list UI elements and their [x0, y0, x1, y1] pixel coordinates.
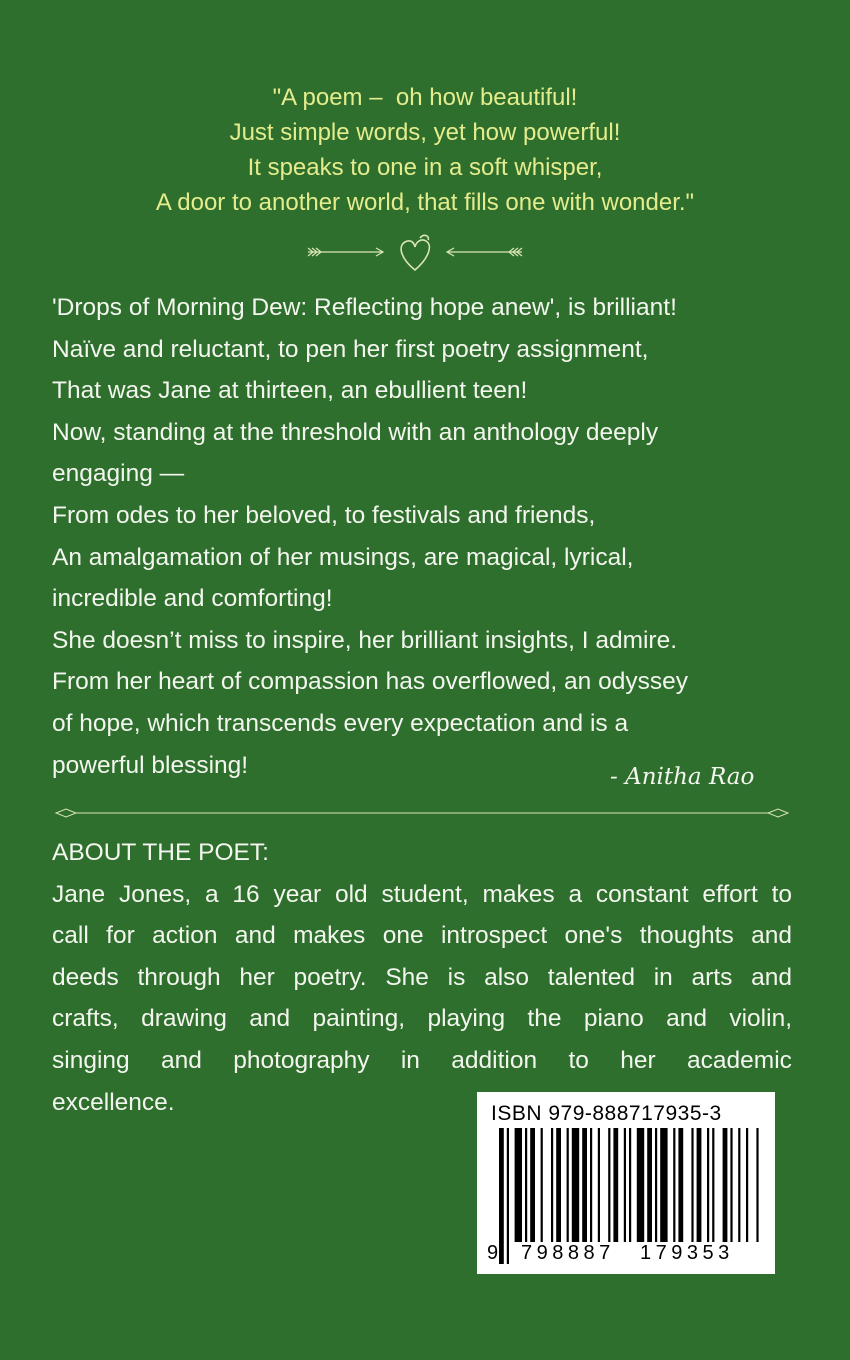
opening-quote: [0, 80, 850, 220]
about-word: in: [400, 1046, 420, 1074]
about-word: makes: [293, 922, 366, 950]
barcode-right-digits: 179353: [640, 1242, 734, 1268]
blurb-line: She doesn’t miss to inspire, her brilliant insights, I admire.: [52, 626, 678, 654]
about-word: through: [137, 963, 221, 991]
about-word: She: [385, 963, 429, 991]
about-line: [52, 915, 792, 957]
about-word: her: [239, 963, 275, 991]
about-word: a: [568, 880, 583, 908]
about-word: academic: [687, 1046, 792, 1074]
about-word: one: [382, 922, 424, 950]
quote-line: It speaks to one in a soft whisper,: [247, 154, 603, 181]
about-word: year: [273, 880, 322, 908]
barcode-bar: [525, 1128, 527, 1242]
blurb-line: Now, standing at the threshold with an anthology deeply: [52, 418, 659, 446]
barcode-bar: [624, 1128, 626, 1242]
heart-icon: [401, 235, 429, 270]
barcode-bar: [629, 1128, 631, 1242]
about-word: 16: [232, 880, 260, 908]
about-word: action: [152, 922, 218, 950]
barcode-left-digits: 798887: [521, 1242, 615, 1268]
about-word: crafts,: [52, 1005, 119, 1033]
about-line: [52, 1040, 792, 1082]
about-word: addition: [451, 1046, 538, 1074]
barcode-bar: [655, 1128, 657, 1242]
barcode-bar: [712, 1128, 714, 1242]
barcode-bar: [697, 1128, 702, 1242]
about-word: poetry.: [293, 963, 367, 991]
endorsement-text: [52, 287, 792, 786]
barcode-bar: [707, 1128, 709, 1242]
barcode-bar: [738, 1128, 740, 1242]
about-word: student,: [381, 880, 469, 908]
barcode-bar: [572, 1128, 579, 1242]
about-word: old: [334, 880, 368, 908]
blurb-line: An amalgamation of her musings, are magical, lyrical,: [52, 543, 634, 571]
barcode-bar: [598, 1128, 600, 1242]
about-word: and: [751, 922, 792, 950]
barcode-bar: [515, 1128, 522, 1242]
barcode-bar: [551, 1128, 553, 1242]
barcode-bar: [590, 1128, 592, 1242]
about-word: in: [653, 963, 673, 991]
blurb-line: engaging —: [52, 460, 185, 488]
barcode-bar: [507, 1128, 509, 1264]
about-word: constant: [595, 880, 689, 908]
barcode-bar: [756, 1128, 758, 1242]
barcode-bar: [746, 1128, 748, 1242]
about-the-poet: [52, 832, 792, 1123]
about-line: [52, 957, 792, 999]
blurb-line: From odes to her beloved, to festivals and friends,: [52, 501, 596, 529]
about-word: and: [751, 963, 792, 991]
isbn-barcode: [477, 1092, 775, 1274]
barcode-bar: [647, 1128, 652, 1242]
about-word: painting,: [312, 1005, 406, 1033]
barcode-bar: [556, 1128, 561, 1242]
about-word: the: [527, 1005, 562, 1033]
about-word: call: [52, 922, 89, 950]
endorsement-signature: - Anitha Rao: [610, 764, 755, 790]
about-word: for: [106, 922, 135, 950]
quote-line: "A poem – oh how beautiful!: [272, 84, 578, 111]
about-word: violin,: [729, 1005, 792, 1033]
about-word: and: [161, 1046, 202, 1074]
blurb-line: Naïve and reluctant, to pen her first poetry assignment,: [52, 335, 649, 363]
about-word: and: [249, 1005, 291, 1033]
about-word: her: [620, 1046, 656, 1074]
barcode-bar: [582, 1128, 587, 1242]
section-divider: [52, 802, 792, 824]
about-word: is: [447, 963, 466, 991]
blurb-line: That was Jane at thirteen, an ebullient teen!: [52, 377, 528, 405]
about-line: [52, 874, 792, 916]
barcode-bar: [637, 1128, 644, 1242]
about-word: playing: [427, 1005, 506, 1033]
blurb-line: incredible and comforting!: [52, 585, 333, 613]
blurb-line: From her heart of compassion has overflowed, an odyssey: [52, 668, 688, 696]
about-word: a: [204, 880, 219, 908]
barcode-bar: [530, 1128, 535, 1242]
about-word: photography: [233, 1046, 370, 1074]
about-word: and: [666, 1005, 708, 1033]
about-word: also: [484, 963, 530, 991]
about-word: effort: [702, 880, 758, 908]
about-word: arts: [691, 963, 733, 991]
barcode-bar: [723, 1128, 728, 1242]
about-word: singing: [52, 1046, 130, 1074]
about-word: Jones,: [118, 880, 192, 908]
about-line: [52, 998, 792, 1040]
heart-arrow-ornament: [300, 232, 530, 278]
barcode-first-digit: 9: [487, 1242, 498, 1268]
about-word: thoughts: [639, 922, 734, 950]
about-word: and: [234, 922, 276, 950]
about-word: piano: [583, 1005, 644, 1033]
about-word: Jane: [52, 880, 106, 908]
barcode-bar: [541, 1128, 543, 1242]
about-word: one's: [564, 922, 623, 950]
blurb-line: 'Drops of Morning Dew: Reflecting hope anew', is brilliant!: [52, 294, 677, 321]
barcode-bar: [499, 1128, 504, 1264]
about-word: makes: [482, 880, 555, 908]
barcode-bar: [608, 1128, 610, 1242]
quote-line: Just simple words, yet how powerful!: [229, 119, 621, 146]
about-word: to: [568, 1046, 589, 1074]
blurb-line: powerful blessing!: [52, 751, 249, 779]
about-word: to: [771, 880, 792, 908]
quote-line: A door to another world, that fills one with wonder.": [155, 189, 695, 216]
barcode-bar: [660, 1128, 667, 1242]
barcode-bar: [567, 1128, 569, 1242]
isbn-label: ISBN 979-888717935-3: [491, 1102, 722, 1125]
blurb-line: of hope, which transcends every expectation and is a: [52, 709, 629, 737]
about-word: deeds: [52, 963, 119, 991]
about-word: drawing: [141, 1005, 227, 1033]
barcode-bar: [613, 1128, 618, 1242]
about-line-last: excellence.: [52, 1088, 175, 1116]
barcode-bar: [730, 1128, 732, 1242]
about-heading: ABOUT THE POET:: [52, 839, 269, 866]
about-word: talented: [547, 963, 635, 991]
about-word: introspect: [440, 922, 548, 950]
